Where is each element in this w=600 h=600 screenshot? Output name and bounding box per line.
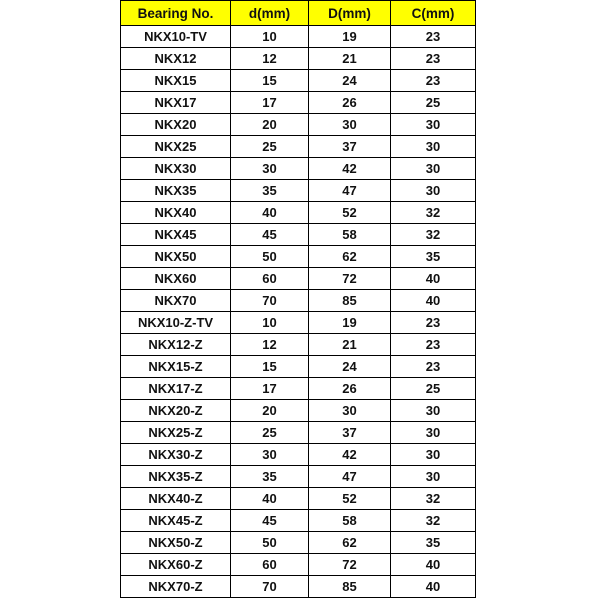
table-row [121,356,476,378]
cell-outer-diameter: 24 [309,70,391,92]
cell-outer-diameter: 30 [309,114,391,136]
cell-bearing-no: NKX70 [121,290,231,312]
cell-bearing-no: NKX70-Z [121,576,231,598]
cell-inner-diameter: 17 [231,92,309,114]
cell-width: 30 [391,422,476,444]
header-inner-diameter: d(mm) [231,1,309,26]
cell-bearing-no: NKX15-Z [121,356,231,378]
cell-inner-diameter: 20 [231,400,309,422]
cell-outer-diameter: 19 [309,26,391,48]
cell-inner-diameter: 70 [231,576,309,598]
cell-bearing-no: NKX60-Z [121,554,231,576]
cell-width: 32 [391,224,476,246]
cell-width: 30 [391,400,476,422]
table-row [121,510,476,532]
cell-inner-diameter: 70 [231,290,309,312]
cell-outer-diameter: 19 [309,312,391,334]
cell-bearing-no: NKX45-Z [121,510,231,532]
cell-bearing-no: NKX40 [121,202,231,224]
cell-width: 32 [391,202,476,224]
table-row [121,246,476,268]
cell-bearing-no: NKX25 [121,136,231,158]
table-row [121,136,476,158]
table-row [121,180,476,202]
table-row [121,202,476,224]
cell-outer-diameter: 26 [309,378,391,400]
header-width: C(mm) [391,1,476,26]
cell-width: 23 [391,356,476,378]
cell-width: 32 [391,488,476,510]
cell-width: 40 [391,554,476,576]
cell-outer-diameter: 52 [309,202,391,224]
cell-bearing-no: NKX50 [121,246,231,268]
cell-outer-diameter: 24 [309,356,391,378]
cell-inner-diameter: 45 [231,224,309,246]
cell-width: 40 [391,576,476,598]
cell-width: 30 [391,444,476,466]
table-row [121,334,476,356]
table-row [121,290,476,312]
cell-bearing-no: NKX10-TV [121,26,231,48]
cell-bearing-no: NKX12-Z [121,334,231,356]
cell-inner-diameter: 25 [231,136,309,158]
cell-width: 40 [391,290,476,312]
cell-inner-diameter: 30 [231,444,309,466]
table-row [121,444,476,466]
cell-bearing-no: NKX60 [121,268,231,290]
table-row [121,554,476,576]
cell-width: 35 [391,532,476,554]
cell-width: 40 [391,268,476,290]
table-body [121,26,476,598]
cell-outer-diameter: 42 [309,158,391,180]
table-row [121,378,476,400]
bearing-dimensions-table [120,0,476,598]
cell-inner-diameter: 25 [231,422,309,444]
header-bearing-no: Bearing No. [121,1,231,26]
cell-width: 30 [391,180,476,202]
cell-inner-diameter: 40 [231,488,309,510]
cell-width: 23 [391,334,476,356]
bearing-table-container [120,0,475,598]
cell-inner-diameter: 40 [231,202,309,224]
cell-outer-diameter: 62 [309,532,391,554]
cell-bearing-no: NKX12 [121,48,231,70]
cell-width: 25 [391,92,476,114]
cell-inner-diameter: 60 [231,554,309,576]
cell-inner-diameter: 30 [231,158,309,180]
cell-width: 23 [391,26,476,48]
cell-width: 23 [391,70,476,92]
cell-bearing-no: NKX17 [121,92,231,114]
cell-outer-diameter: 47 [309,180,391,202]
table-row [121,532,476,554]
table-row [121,576,476,598]
cell-inner-diameter: 12 [231,48,309,70]
cell-inner-diameter: 12 [231,334,309,356]
table-row [121,48,476,70]
table-row [121,312,476,334]
cell-outer-diameter: 62 [309,246,391,268]
cell-inner-diameter: 35 [231,180,309,202]
cell-inner-diameter: 45 [231,510,309,532]
cell-bearing-no: NKX15 [121,70,231,92]
cell-bearing-no: NKX40-Z [121,488,231,510]
cell-bearing-no: NKX10-Z-TV [121,312,231,334]
cell-outer-diameter: 37 [309,136,391,158]
cell-outer-diameter: 37 [309,422,391,444]
cell-bearing-no: NKX20 [121,114,231,136]
cell-inner-diameter: 10 [231,312,309,334]
cell-outer-diameter: 52 [309,488,391,510]
cell-outer-diameter: 47 [309,466,391,488]
cell-inner-diameter: 50 [231,532,309,554]
cell-bearing-no: NKX20-Z [121,400,231,422]
cell-width: 30 [391,466,476,488]
table-row [121,92,476,114]
cell-inner-diameter: 15 [231,356,309,378]
table-row [121,224,476,246]
cell-bearing-no: NKX35 [121,180,231,202]
cell-outer-diameter: 42 [309,444,391,466]
cell-width: 30 [391,136,476,158]
cell-width: 30 [391,114,476,136]
cell-width: 30 [391,158,476,180]
cell-width: 32 [391,510,476,532]
table-row [121,488,476,510]
cell-inner-diameter: 10 [231,26,309,48]
table-row [121,26,476,48]
cell-bearing-no: NKX25-Z [121,422,231,444]
cell-outer-diameter: 58 [309,224,391,246]
cell-outer-diameter: 26 [309,92,391,114]
cell-bearing-no: NKX30-Z [121,444,231,466]
cell-outer-diameter: 30 [309,400,391,422]
cell-bearing-no: NKX17-Z [121,378,231,400]
table-row [121,268,476,290]
cell-outer-diameter: 21 [309,334,391,356]
table-row [121,400,476,422]
table-row [121,466,476,488]
table-row [121,70,476,92]
cell-width: 25 [391,378,476,400]
cell-bearing-no: NKX30 [121,158,231,180]
table-header-row [121,1,476,26]
cell-inner-diameter: 15 [231,70,309,92]
cell-bearing-no: NKX35-Z [121,466,231,488]
cell-outer-diameter: 58 [309,510,391,532]
header-outer-diameter: D(mm) [309,1,391,26]
cell-outer-diameter: 85 [309,290,391,312]
cell-outer-diameter: 72 [309,268,391,290]
cell-inner-diameter: 17 [231,378,309,400]
cell-bearing-no: NKX50-Z [121,532,231,554]
cell-inner-diameter: 35 [231,466,309,488]
table-row [121,114,476,136]
cell-width: 35 [391,246,476,268]
table-row [121,158,476,180]
cell-inner-diameter: 60 [231,268,309,290]
cell-bearing-no: NKX45 [121,224,231,246]
table-row [121,422,476,444]
cell-outer-diameter: 21 [309,48,391,70]
cell-outer-diameter: 72 [309,554,391,576]
cell-inner-diameter: 20 [231,114,309,136]
cell-outer-diameter: 85 [309,576,391,598]
cell-inner-diameter: 50 [231,246,309,268]
cell-width: 23 [391,48,476,70]
cell-width: 23 [391,312,476,334]
